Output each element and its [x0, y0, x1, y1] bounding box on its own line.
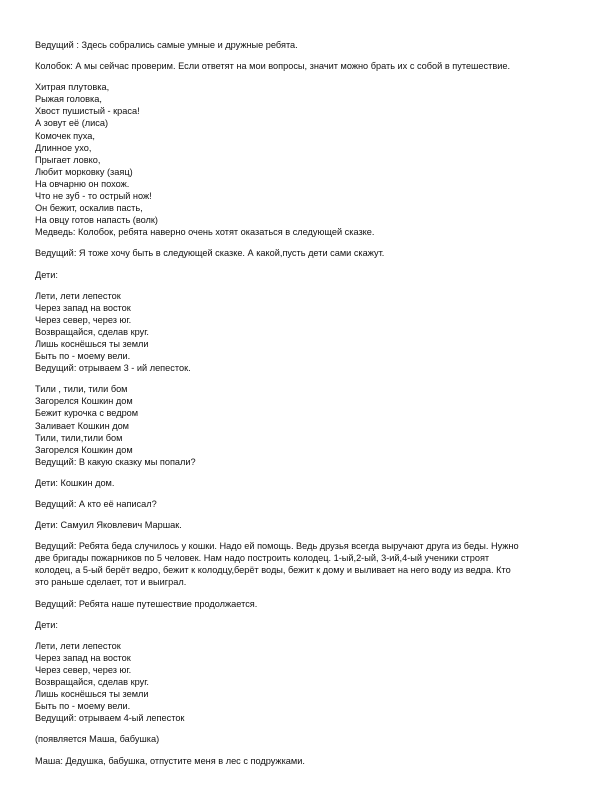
text-line: Тили, тили,тили бом	[35, 432, 123, 443]
text-block	[35, 247, 580, 259]
text-line: Ведущий: отрываем 4-ый лепесток	[35, 713, 185, 724]
text-line: Маша: Дедушка, бабушка, отпустите меня в лес с подружками.	[35, 755, 305, 766]
text-line: Он бежит, оскалив пасть,	[35, 203, 143, 214]
text-line: Ведущий: В какую сказку мы попали?	[35, 456, 196, 467]
text-line: Дети: Самуил Яковлевич Маршак.	[35, 520, 182, 531]
text-block	[35, 383, 580, 468]
text-line: Колобок: А мы сейчас проверим. Если ответят на мои вопросы, значит можно брать их с собой в путешествие.	[35, 61, 511, 72]
text-line: Прыгает ловко,	[35, 154, 101, 165]
text-line: Что не зуб - то острый нож!	[35, 191, 152, 202]
text-line: Ведущий: Ребята беда случилось у кошки. Надо ей помощь. Ведь друзья всегда выручают друга из беды. Нужно	[35, 541, 519, 552]
text-line: Загорелся Кошкин дом	[35, 396, 133, 407]
text-block	[35, 269, 580, 281]
text-line: Лети, лети лепесток	[35, 640, 121, 651]
text-line: Хвост пушистый - краса!	[35, 106, 140, 117]
text-line: Тили , тили, тили бом	[35, 384, 128, 395]
text-block	[35, 60, 580, 72]
text-line: Через запад на восток	[35, 652, 131, 663]
text-line: Рыжая головка,	[35, 94, 102, 105]
text-line: Любит морковку (заяц)	[35, 166, 133, 177]
text-line: Ведущий: Я тоже хочу быть в следующей сказке. А какой,пусть дети сами скажут.	[35, 248, 385, 259]
text-line: На овчарню он похож.	[35, 178, 130, 189]
text-line: Лишь коснёшься ты земли	[35, 689, 149, 700]
text-line: Длинное ухо,	[35, 142, 92, 153]
text-line: Заливает Кошкин дом	[35, 420, 130, 431]
text-line: Через запад на восток	[35, 302, 131, 313]
text-block	[35, 733, 580, 745]
text-line: Через север, через юг.	[35, 664, 132, 675]
text-block	[35, 519, 580, 531]
text-line: (появляется Маша, бабушка)	[35, 734, 160, 745]
text-line: Загорелся Кошкин дом	[35, 444, 133, 455]
text-block	[35, 498, 580, 510]
text-line: Дети: Кошкин дом.	[35, 477, 115, 488]
text-block	[35, 640, 580, 725]
text-line: А зовут её (лиса)	[35, 118, 109, 129]
text-line: Возвращайся, сделав круг.	[35, 326, 149, 337]
text-line: Через север, через юг.	[35, 314, 132, 325]
text-line: это раньше сделает, тот и выиграл.	[35, 577, 187, 588]
text-line: Быть по - моему вели.	[35, 701, 131, 712]
text-line: Быть по - моему вели.	[35, 351, 131, 362]
text-line: Лети, лети лепесток	[35, 290, 121, 301]
text-block	[35, 540, 580, 588]
text-line: Медведь: Колобок, ребята наверно очень хотят оказаться в следующей сказке.	[35, 227, 375, 238]
text-line: две бригады пожарников по 5 человек. Нам надо построить колодец. 1-ый,2-ый, 3-ий,4-ый ученики строят	[35, 553, 490, 564]
text-block	[35, 598, 580, 610]
text-line: Ведущий : Здесь собрались самые умные и дружные ребята.	[35, 40, 298, 50]
text-line: Лишь коснёшься ты земли	[35, 338, 149, 349]
text-line: Бежит курочка с ведром	[35, 408, 139, 419]
text-line: Хитрая плутовка,	[35, 82, 110, 93]
document-page	[35, 39, 580, 776]
text-line: колодец, а 5-ый берёт ведро, бежит к колодцу,берёт воды, бежит к дому и выливает на него воду из ведра. Кто	[35, 565, 511, 576]
text-line: Дети:	[35, 269, 58, 280]
text-line: Ведущий: отрываем 3 - ий лепесток.	[35, 363, 191, 374]
text-line: Ведущий: Ребята наше путешествие продолжается.	[35, 598, 258, 609]
text-line: Дети:	[35, 619, 58, 630]
text-block	[35, 290, 580, 375]
text-block	[35, 755, 580, 767]
text-block	[35, 39, 580, 51]
text-block	[35, 81, 580, 238]
text-line: Комочек пуха,	[35, 130, 95, 141]
text-block	[35, 477, 580, 489]
text-block	[35, 619, 580, 631]
text-line: На овцу готов напасть (волк)	[35, 215, 158, 226]
text-line: Возвращайся, сделав круг.	[35, 677, 149, 688]
text-line: Ведущий: А кто её написал?	[35, 499, 157, 509]
